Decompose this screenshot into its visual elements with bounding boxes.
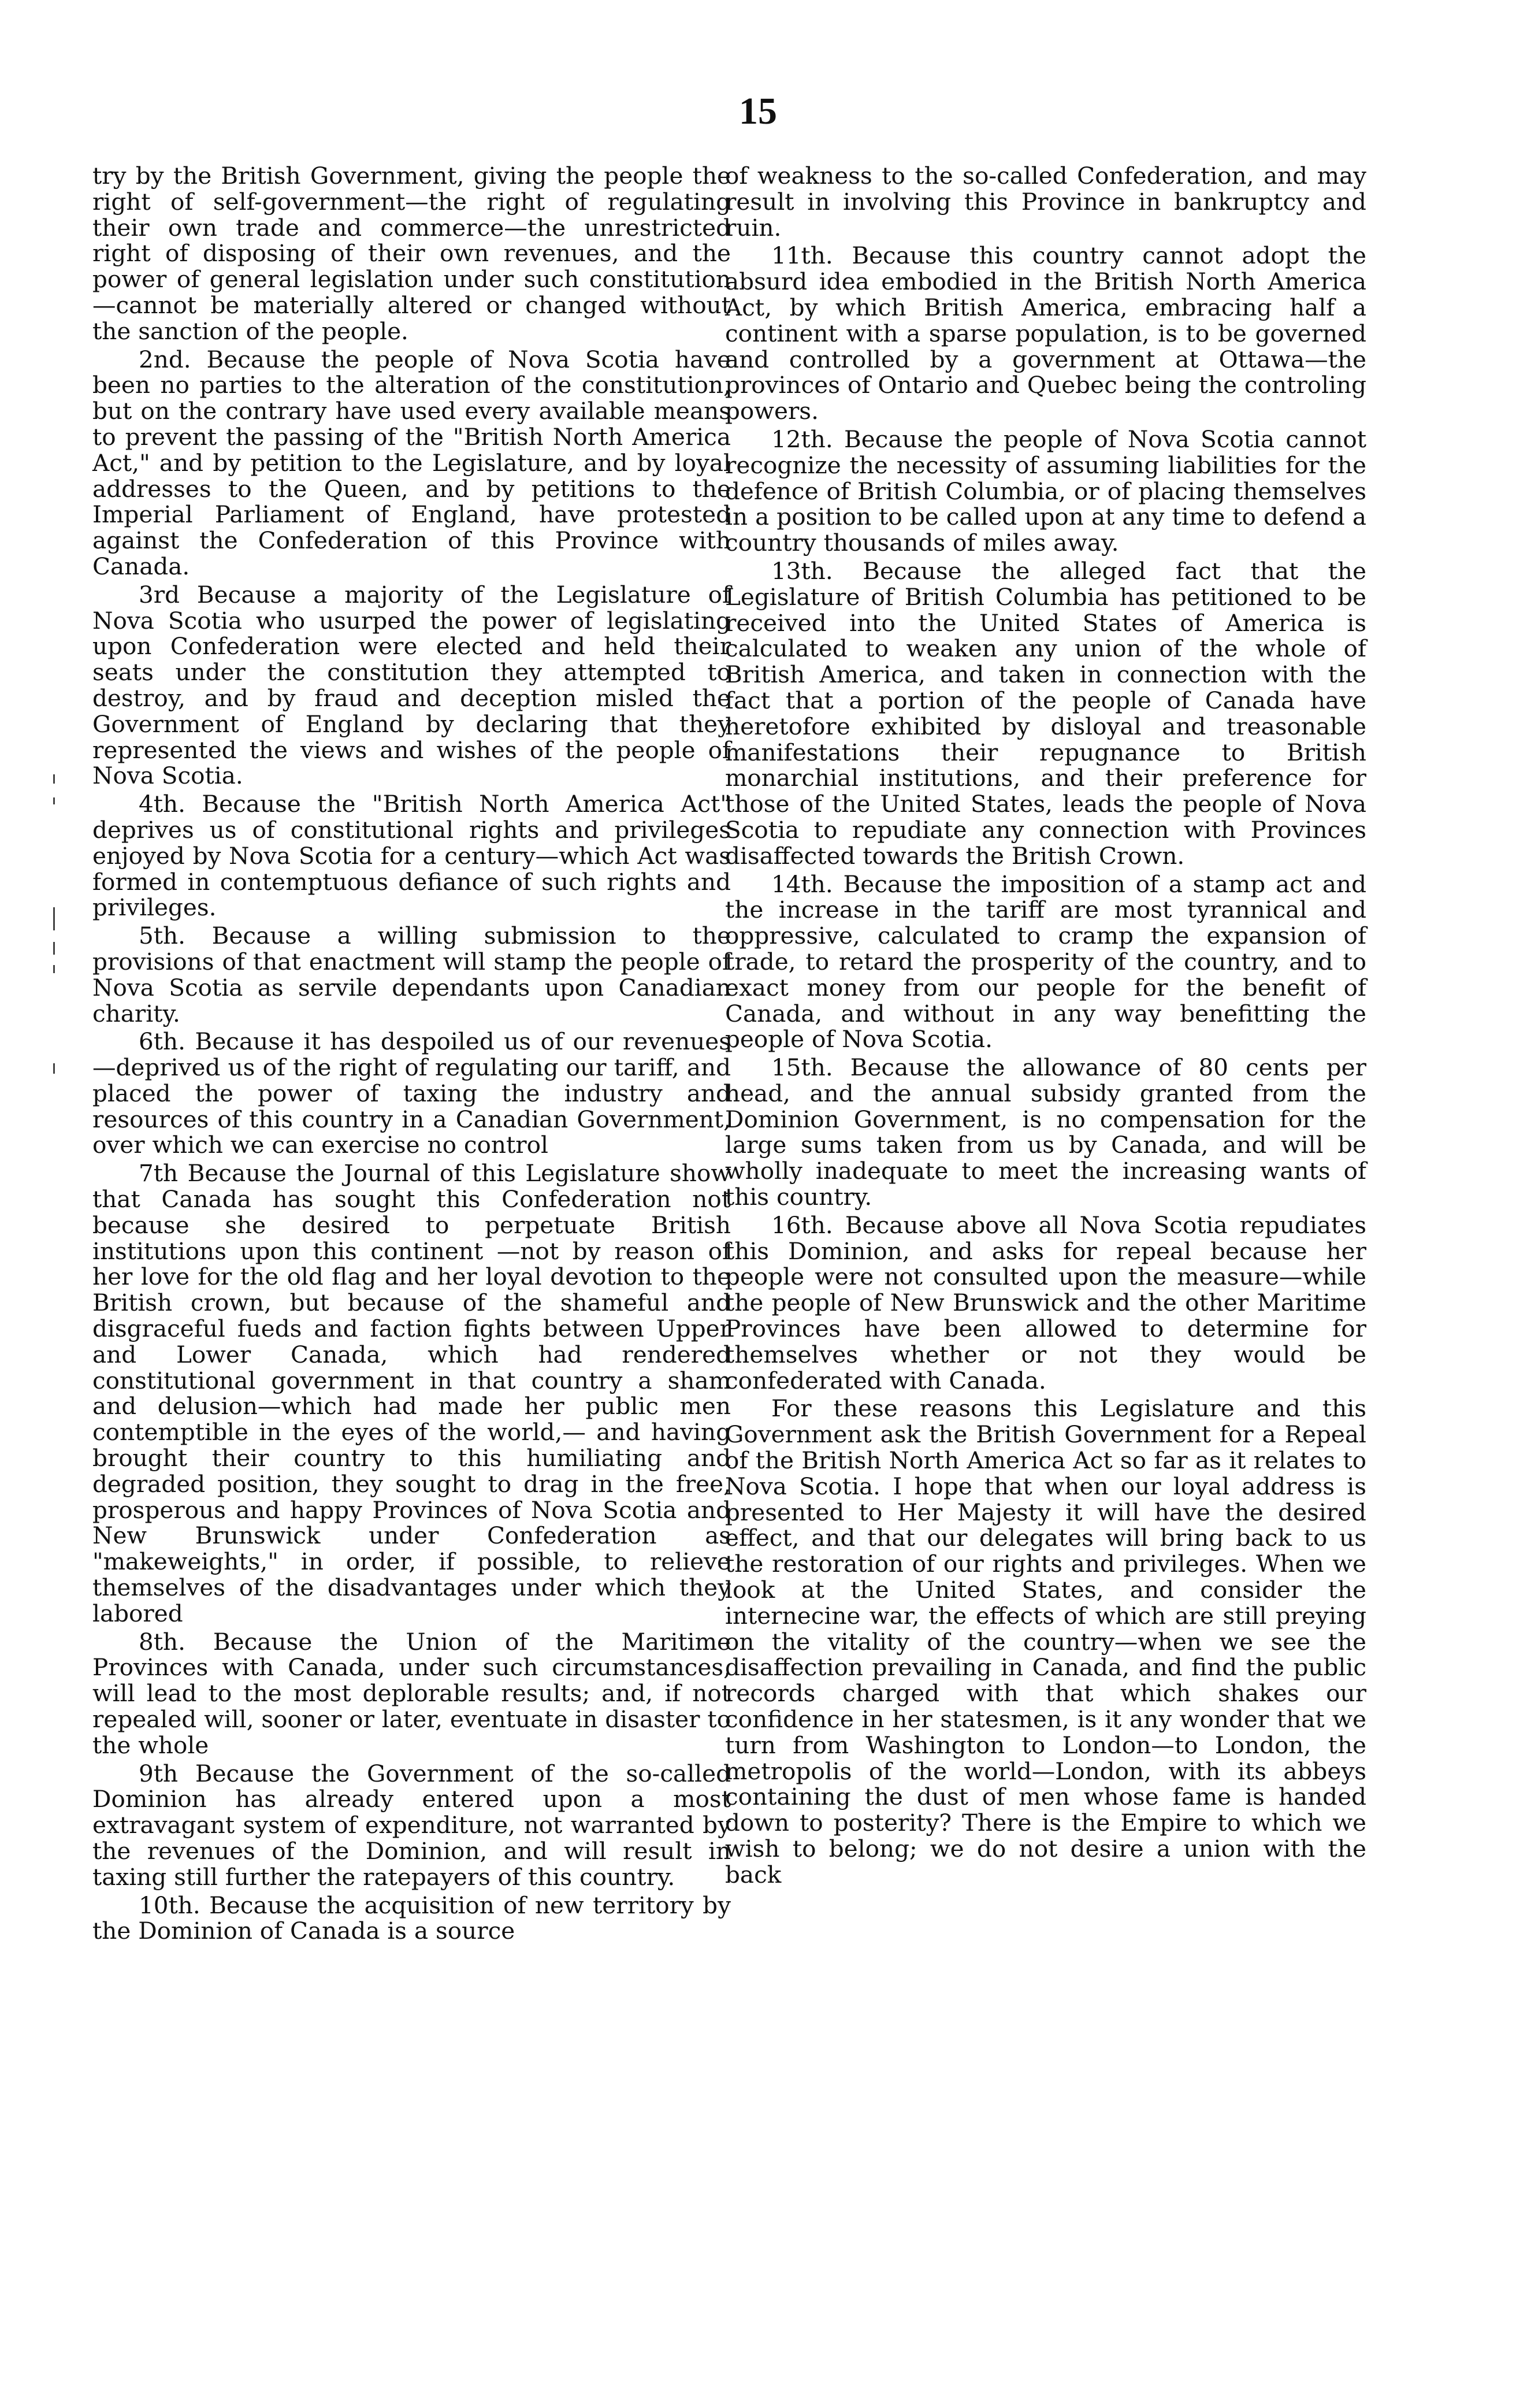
left-paragraph-2: 2nd. Because the people of Nova Scotia have been no parties to the alteration of the constitution, but on the contrary have used every available means to prevent the passing of the "British North America Act," and by petition to the Legislature, and by loyal addresses to the Queen, and by petitions to the Imperial Parliament of England, have protested against the Confederation of this Province with Canada. xyxy=(92,345,731,580)
left-paragraph-1: try by the British Government, giving the people the right of self-government—the right of regulating their own trade and commerce—the unrestricted right of disposing of their own revenues, and the power of general legislation under such constitution—cannot be materially altered or changed without the sanction of the people. xyxy=(92,162,731,345)
left-column xyxy=(92,163,731,1944)
right-paragraph-3: 12th. Because the people of Nova Scotia cannot recognize the necessity of assuming liabilities for the defence of British Columbia, or of placing themselves in a position to be called upon at any time to defend a country thousands of miles away. xyxy=(725,425,1366,557)
right-column xyxy=(725,163,1366,1888)
right-paragraph-1: of weakness to the so-called Confederation, and may result in involving this Province in bankruptcy and ruin. xyxy=(725,162,1366,242)
margin-marks xyxy=(51,774,59,1075)
right-paragraph-5: 14th. Because the imposition of a stamp act and the increase in the tariff are most tyrannical and oppressive, calculated to cramp the expansion of trade, to retard the prosperity of the country, and to exact money from our people for the benefit of Canada, and without in any way benefitting the people of Nova Scotia. xyxy=(725,870,1366,1053)
left-paragraph-3: 3rd Because a majority of the Legislature of Nova Scotia who usurped the power of legislating upon Confederation were elected and held their seats under the constitution they attempted to destroy, and by fraud and deception misled the Government of England by declaring that they represented the views and wishes of the people of Nova Scotia. xyxy=(92,580,731,790)
left-paragraph-7: 7th Because the Journal of this Legislature show that Canada has sought this Confederation not because she desired to perpetuate British institutions upon this continent —not by reason of her love for the old flag and her loyal devotion to the British crown, but because of the shameful and disgraceful fueds and faction fights between Upper and Lower Canada, which had rendered constitutional government in that country a sham and delusion—which had made her public men contemptible in the eyes of the world,— and having brought their country to this humiliating and degraded position, they sought to drag in the free, prosperous and happy Provinces of Nova Scotia and New Brunswick under Confederation as "makeweights," in order, if possible, to relieve themselves of the disadvantages under which they labored xyxy=(92,1159,731,1627)
right-paragraph-6: 15th. Because the allowance of 80 cents per head, and the annual subsidy granted from the Dominion Government, is no compensation for the large sums taken from us by Canada, and will be wholly inadequate to meet the increasing wants of this country. xyxy=(725,1053,1366,1211)
right-paragraph-2: 11th. Because this country cannot adopt the absurd idea embodied in the British North America Act, by which British America, embracing half a continent with a sparse population, is to be governed and controlled by a government at Ottawa—the provinces of Ontario and Quebec being the controling powers. xyxy=(725,242,1366,425)
right-paragraph-8: For these reasons this Legislature and this Government ask the British Government for a Repeal of the British North America Act so far as it relates to Nova Scotia. I hope that when our loyal address is presented to Her Majesty it will have the desired effect, and that our delegates will bring back to us the restoration of our rights and privileges. When we look at the United States, and consider the internecine war, the effects of which are still preying on the vitality of the country—when we see the disaffection prevailing in Canada, and find the public records charged with that which shakes our confidence in her statesmen, is it any wonder that we turn from Washington to London—to London, the metropolis of the world—London, with its abbeys containing the dust of men whose fame is handed down to posterity? There is the Empire to which we wish to belong; we do not desire a union with the back xyxy=(725,1394,1366,1888)
left-paragraph-5: 5th. Because a willing submission to the provisions of that enactment will stamp the people of Nova Scotia as servile dependants upon Canadian charity. xyxy=(92,922,731,1027)
right-paragraph-7: 16th. Because above all Nova Scotia repudiates this Dominion, and asks for repeal because her people were not consulted upon the measure—while the people of New Brunswick and the other Maritime Provinces have been allowed to determine for themselves whether or not they would be confederated with Canada. xyxy=(725,1211,1366,1394)
left-paragraph-6: 6th. Because it has despoiled us of our revenues—deprived us of the right of regulating our tariff, and placed the power of taxing the industry and resources of this country in a Canadian Government, over which we can exercise no control xyxy=(92,1027,731,1159)
page-number: 15 xyxy=(739,90,777,132)
left-paragraph-4: 4th. Because the "British North America Act" deprives us of constitutional rights and privileges enjoyed by Nova Scotia for a century—which Act was formed in contemptuous defiance of such rights and privileges. xyxy=(92,790,731,922)
left-paragraph-9: 9th Because the Government of the so-called Dominion has already entered upon a most extravagant system of expenditure, not warranted by the revenues of the Dominion, and will result in taxing still further the ratepayers of this country. xyxy=(92,1759,731,1891)
left-paragraph-8: 8th. Because the Union of the Maritime Provinces with Canada, under such circumstances, will lead to the most deplorable results; and, if not repealed will, sooner or later, eventuate in disaster to the whole xyxy=(92,1627,731,1759)
right-paragraph-4: 13th. Because the alleged fact that the Legislature of British Columbia has petitioned to be received into the United States of America is calculated to weaken any union of the whole of British America, and taken in connection with the fact that a portion of the people of Canada have heretofore exhibited by disloyal and treasonable manifestations their repugnance to British monarchial institutions, and their preference for those of the United States, leads the people of Nova Scotia to repudiate any connection with Provinces disaffected towards the British Crown. xyxy=(725,556,1366,870)
left-paragraph-10: 10th. Because the acquisition of new territory by the Dominion of Canada is a source xyxy=(92,1891,731,1945)
